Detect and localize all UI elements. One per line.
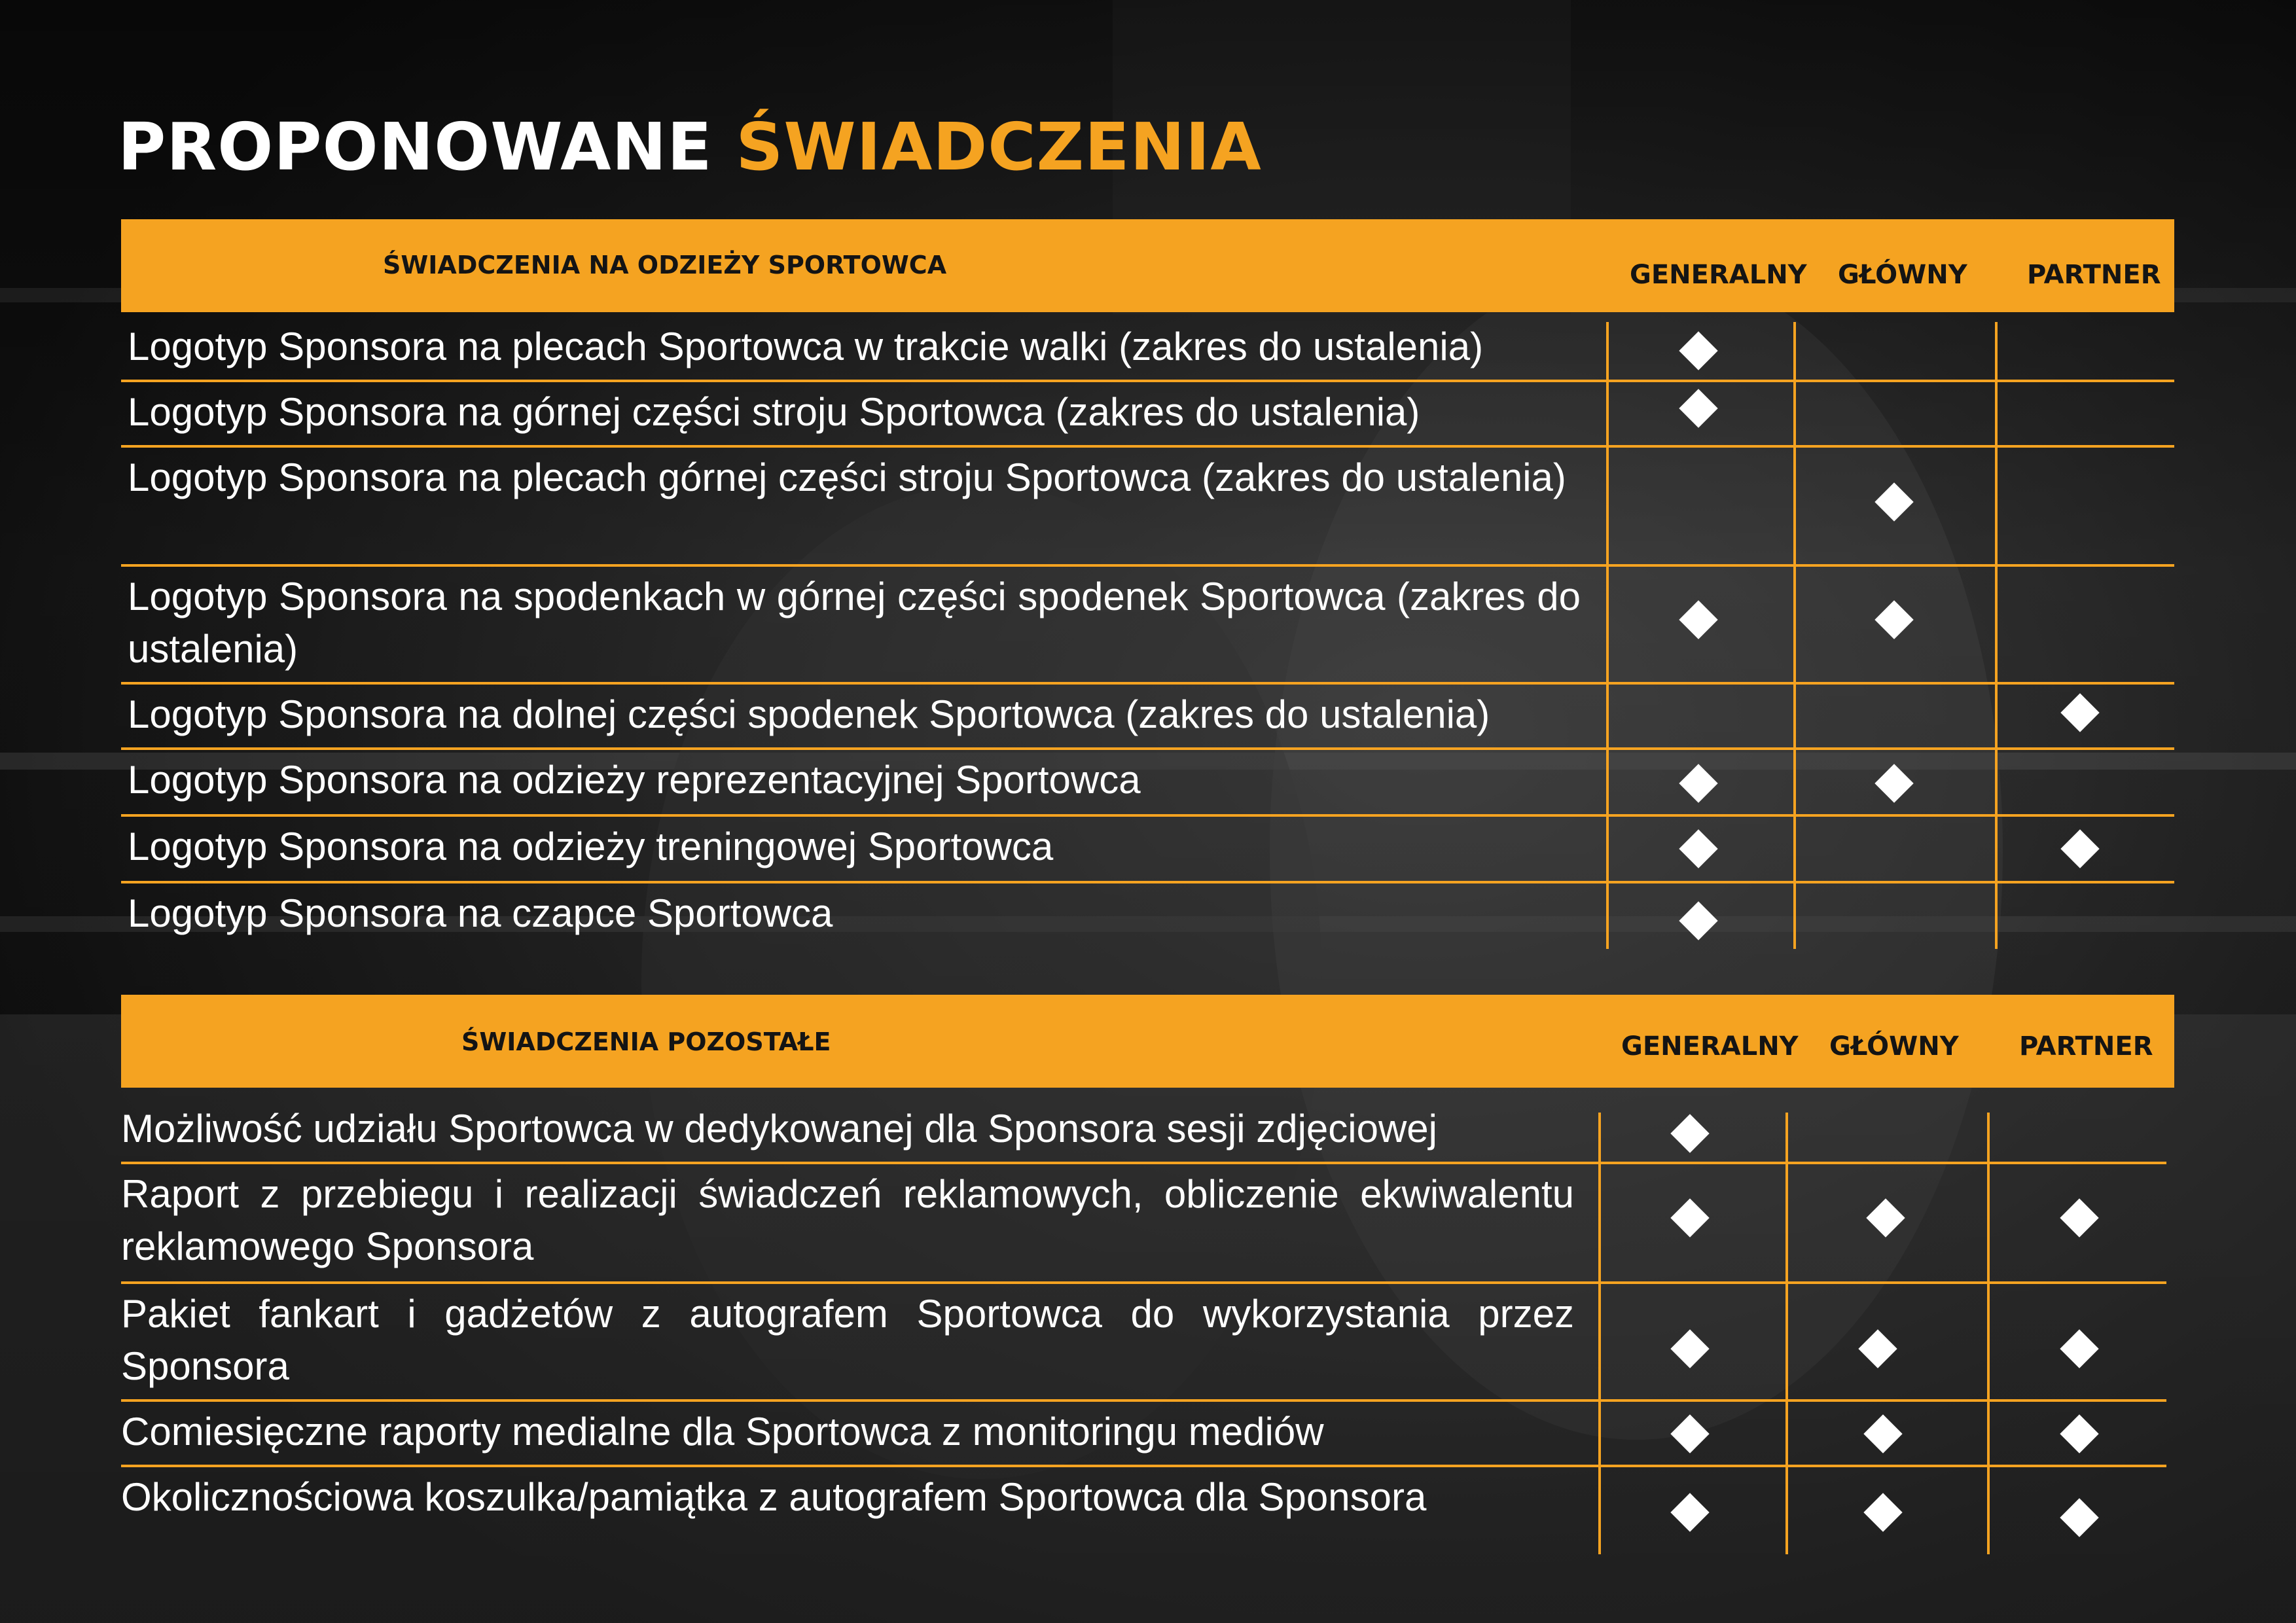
row-text: Logotyp Sponsora na odzieży reprezentacyjnej Sportowca [128, 758, 1141, 802]
table2-col-generalny: GENERALNY [1621, 1031, 1799, 1061]
row-text: Logotyp Sponsora na odzieży treningowej Sportowca [128, 825, 1054, 868]
title-part2: ŚWIADCZENIA [736, 109, 1262, 185]
row-text: Logotyp Sponsora na plecach górnej części stroju Sportowca (zakres do ustalenia) [128, 455, 1566, 499]
row-divider [121, 564, 2174, 567]
row-text: Logotyp Sponsora na górnej części stroju Sportowca (zakres do ustalenia) [128, 390, 1420, 434]
table2-header-bar [121, 995, 2174, 1088]
row-divider [121, 380, 2174, 382]
row-divider [121, 747, 2174, 750]
table1-col-glowny: GŁÓWNY [1838, 260, 1967, 290]
row-divider [121, 1399, 2166, 1402]
table2-header-label: ŚWIADCZENIA POZOSTAŁE [461, 1027, 831, 1056]
table1-col-divider [1793, 322, 1796, 949]
table1-col-divider [1606, 322, 1609, 949]
row-divider [121, 682, 2174, 685]
table2-col-divider [1598, 1113, 1601, 1554]
table2-col-partner: PARTNER [2019, 1031, 2153, 1061]
row-divider [121, 1281, 2166, 1284]
row-divider [121, 881, 2174, 883]
table1-col-partner: PARTNER [2027, 260, 2161, 290]
table2-col-divider [1785, 1113, 1788, 1554]
row-text: Logotyp Sponsora na plecach Sportowca w trakcie walki (zakres do ustalenia) [128, 325, 1484, 368]
table1-col-generalny: GENERALNY [1630, 260, 1807, 290]
row-text: Logotyp Sponsora na spodenkach w górnej części spodenek Sportowca (zakres do ustalenia) [128, 575, 1581, 671]
row-divider [121, 1162, 2166, 1164]
row-text: Okolicznościowa koszulka/pamiątka z autografem Sportowca dla Sponsora [121, 1475, 1427, 1519]
table1-col-divider [1995, 322, 1998, 949]
row-text: Logotyp Sponsora na dolnej części spodenek Sportowca (zakres do ustalenia) [128, 692, 1490, 736]
title-part1: PROPONOWANE [118, 109, 713, 185]
row-divider [121, 1465, 2166, 1467]
row-text: Raport z przebiegu i realizacji świadczeń reklamowych, obliczenie ekwiwalentu reklamowego Sponsora [121, 1172, 1574, 1268]
table1-header-bar [121, 219, 2174, 312]
table1-header-label: ŚWIADCZENIA NA ODZIEŻY SPORTOWCA [383, 251, 947, 279]
table2-col-glowny: GŁÓWNY [1829, 1031, 1959, 1061]
row-text: Comiesięczne raporty medialne dla Sportowca z monitoringu mediów [121, 1410, 1324, 1454]
row-text: Pakiet fankart i gadżetów z autografem Sportowca do wykorzystania przez Sponsora [121, 1292, 1574, 1388]
page-title [118, 105, 1262, 190]
row-divider [121, 445, 2174, 448]
row-divider [121, 814, 2174, 817]
row-text: Możliwość udziału Sportowca w dedykowanej dla Sponsora sesji zdjęciowej [121, 1107, 1437, 1150]
row-text: Logotyp Sponsora na czapce Sportowca [128, 891, 833, 935]
table2-col-divider [1987, 1113, 1990, 1554]
